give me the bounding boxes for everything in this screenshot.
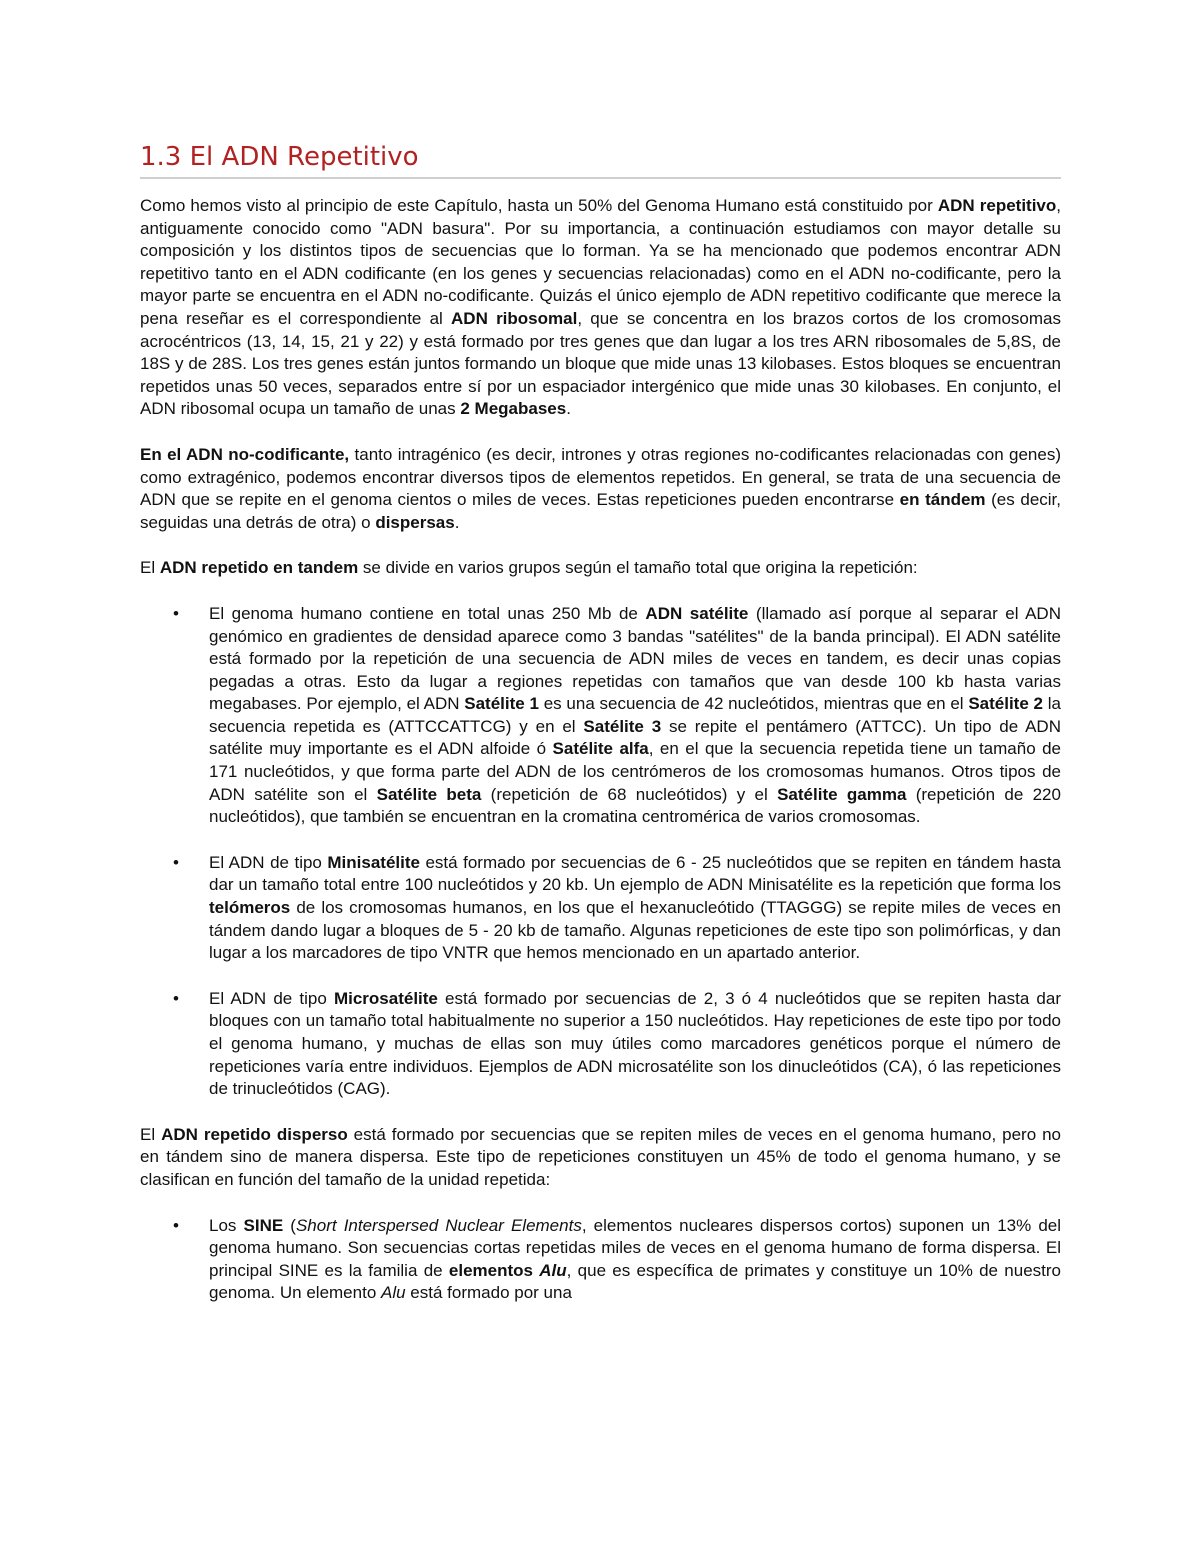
bullet-icon: • (173, 852, 179, 872)
list-item-microsatellite: • El ADN de tipo Microsatélite está formado por secuencias de 2, 3 ó 4 nucleótidos que se repiten hasta dar bloques con un tamaño total habitualmente no superior a 150 nucleótidos. Hay repeticiones de este tipo por todo el genoma humano, y muchas de ellas son muy útiles como marcadores genéticos porque el número de repeticiones varía entre individuos. Ejemplos de ADN microsatélite son los dinucleótidos (CA), ó las repeticiones de trinucleótidos (CAG). (173, 988, 1062, 1099)
tandem-intro-paragraph: El ADN repetido en tandem se divide en varios grupos según el tamaño total que origina la repetición: (140, 558, 918, 578)
list-item-satellite: • El genoma humano contiene en total unas 250 Mb de ADN satélite (llamado así porque al separar el ADN genómico en gradientes de densidad aparece como 3 bandas "satélites" de la banda principal). El ADN satélite está formado por la repetición de una secuencia de ADN miles de veces en tandem, es decir unas copias pegadas a otras. Esto da lugar a regiones repetidas con tamaños que van desde 100 kb hasta varias megabases. Por ejemplo, el ADN Satélite 1 es una secuencia de 42 nucleótidos, mientras que en el Satélite 2 la secuencia repetida es (ATTCCATTCG) y en el Satélite 3 se repite el pentámero (ATTCC). Un tipo de ADN satélite muy importante es el ADN alfoide ó Satélite alfa, en el que la secuencia repetida tiene un tamaño de 171 nucleótidos, y que forma parte del ADN de los centrómeros de los cromosomas humanos. Otros tipos de ADN satélite son el Satélite beta (repetición de 68 nucleótidos) y el Satélite gamma (repetición de 220 nucleótidos), que también se encuentran en la cromatina centromérica de varios cromosomas. (173, 603, 1061, 827)
document-page (140, 140, 1061, 1305)
section-heading: 1.3 El ADN Repetitivo (140, 140, 1061, 179)
bullet-icon: • (173, 603, 179, 623)
dispersed-intro-paragraph: El ADN repetido disperso está formado por secuencias que se repiten miles de veces en el genoma humano, pero no en tándem sino de manera dispersa. Este tipo de repeticiones constituyen un 45% de todo el genoma humano, y se clasifican en función del tamaño de la unidad repetida: (140, 1124, 1062, 1189)
bullet-icon: • (173, 1215, 179, 1235)
non-coding-paragraph: En el ADN no-codificante, tanto intragénico (es decir, intrones y otras regiones no-codificantes relacionadas con genes) como extragénico, podemos encontrar diversos tipos de elementos repetidos. En general, se trata de una secuencia de ADN que se repite en el genoma cientos o miles de veces. Estas repeticiones pueden encontrarse en tándem (es decir, seguidas una detrás de otra) o dispersas. (140, 444, 1062, 532)
bullet-icon: • (173, 988, 179, 1008)
list-item-sine: • Los SINE (Short Interspersed Nuclear Elements, elementos nucleares dispersos cortos) suponen un 13% del genoma humano. Son secuencias cortas repetidas miles de veces en el genoma humano de forma dispersa. El principal SINE es la familia de elementos Alu, que es específica de primates y constituye un 10% de nuestro genoma. Un elemento Alu está formado por una (173, 1215, 1062, 1303)
list-item-minisatellite: • El ADN de tipo Minisatélite está formado por secuencias de 6 - 25 nucleótidos que se repiten en tándem hasta dar un tamaño total entre 100 nucleótidos y 20 kb. Un ejemplo de ADN Minisatélite es la repetición que forma los telómeros de los cromosomas humanos, en los que el hexanucleótido (TTAGGG) se repite miles de veces en tándem dando lugar a bloques de 5 - 20 kb de tamaño. Algunas repeticiones de este tipo son polimórficas, y dan lugar a los marcadores de tipo VNTR que hemos mencionado en un apartado anterior. (173, 852, 1062, 963)
dispersed-list (140, 1215, 1061, 1305)
tandem-list (140, 603, 1061, 1101)
intro-paragraph: Como hemos visto al principio de este Capítulo, hasta un 50% del Genoma Humano está constituido por ADN repetitivo, antiguamente conocido como "ADN basura". Por su importancia, a continuación estudiamos con mayor detalle su composición y los distintos tipos de secuencias que lo forman. Ya se ha mencionado que podemos encontrar ADN repetitivo tanto en el ADN codificante (en los genes y secuencias relacionadas) como en el ADN no-codificante, pero la mayor parte se encuentra en el ADN no-codificante. Quizás el único ejemplo de ADN repetitivo codificante que merece la pena reseñar es el correspondiente al ADN ribosomal, que se concentra en los brazos cortos de los cromosomas acrocéntricos (13, 14, 15, 21 y 22) y está formado por tres genes que dan lugar a los tres ARN ribosomales de 5,8S, de 18S y de 28S. Los tres genes están juntos formando un bloque que mide unas 13 kilobases. Estos bloques se encuentran repetidos unas 50 veces, separados entre sí por un espaciador intergénico que mide unas 30 kilobases. En conjunto, el ADN ribosomal ocupa un tamaño de unas 2 Megabases. (140, 196, 1061, 419)
